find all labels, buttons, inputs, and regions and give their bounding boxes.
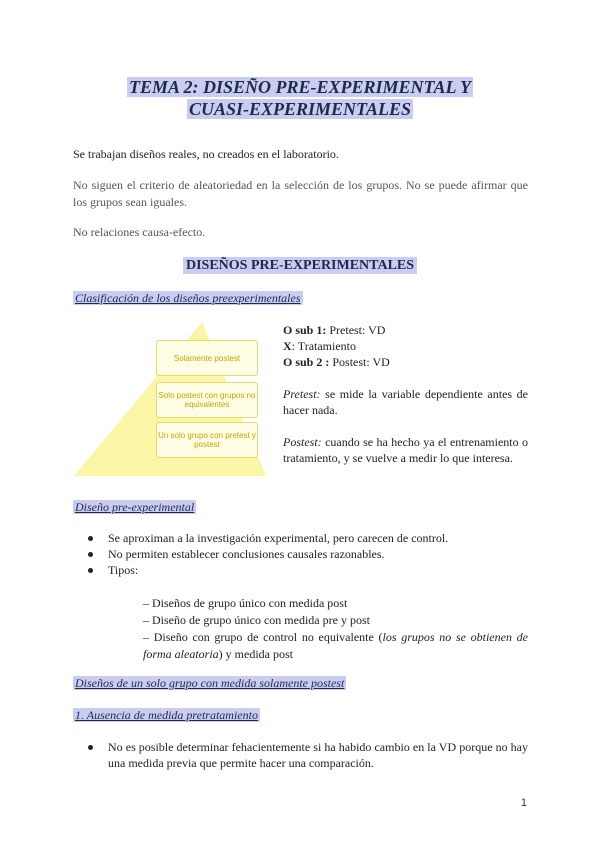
pyramid-level-2: Solo postest con grupos no equivalentes xyxy=(156,382,258,418)
type-item-1: – Diseños de grupo único con medida post xyxy=(143,596,348,610)
intro-paragraph-2: No siguen el criterio de aleatoriedad en la selección de los grupos. No se puede afirmar que los grupos sean iguales. xyxy=(73,178,528,209)
legend-o2: O sub 2 : Postest: VD xyxy=(283,355,390,369)
title-line-2: CUASI-EXPERIMENTALES xyxy=(188,99,412,119)
classification-heading-text: Clasificación de los diseños preexperimentales xyxy=(75,291,301,305)
intro-paragraph-1: Se trabajan diseños reales, no creados en el laboratorio. xyxy=(73,147,339,161)
page-number: 1 xyxy=(520,797,527,809)
postest-definition: Postest: cuando se ha hecho ya el entrenamiento o tratamiento, y se vuelve a medir lo que interesa. xyxy=(283,435,529,465)
single-group-subheading-text: 1. Ausencia de medida pretratamiento xyxy=(75,708,258,722)
single-group-subheading xyxy=(73,708,260,723)
page-title xyxy=(0,76,600,120)
design-heading xyxy=(73,500,196,515)
pyramid-level-3: Un solo grupo con pretest y postest xyxy=(156,422,258,458)
design-legend xyxy=(283,322,528,370)
intro-paragraph-3: No relaciones causa-efecto. xyxy=(73,225,206,239)
bullet-icon xyxy=(88,552,93,557)
section-heading-text: DISEÑOS PRE-EXPERIMENTALES xyxy=(183,257,417,274)
section-heading xyxy=(0,258,600,274)
type-item-3: – Diseño con grupo de control no equivalente (los grupos no se obtienen de forma aleatoria) y medida post xyxy=(143,630,528,661)
design-types xyxy=(143,595,528,663)
pyramid-level-1: Solamente postest xyxy=(156,340,258,376)
title-line-1: TEMA 2: DISEÑO PRE-EXPERIMENTAL Y xyxy=(128,77,472,97)
single-group-heading xyxy=(73,676,346,691)
bullet-icon xyxy=(88,568,93,573)
bullet-icon xyxy=(88,745,93,750)
legend-o1: O sub 1: Pretest: VD xyxy=(283,323,386,337)
legend-x: X: Tratamiento xyxy=(283,339,357,353)
pretest-definition: Pretest: se mide la variable dependiente antes de hacer nada. xyxy=(283,387,529,417)
single-group-heading-text: Diseños de un solo grupo con medida solamente postest xyxy=(75,676,345,690)
single-group-bullet-list: No es posible determinar fehacientemente si ha habido cambio en la VD porque no hay una medida previa que permite hacer una comparación. xyxy=(88,739,528,773)
design-heading-text: Diseño pre-experimental xyxy=(75,500,195,514)
bullet-icon xyxy=(88,536,93,541)
type-item-2: – Diseño de grupo único con medida pre y post xyxy=(143,613,370,627)
classification-heading xyxy=(73,291,303,306)
design-bullet-list: Se aproximan a la investigación experimental, pero carecen de control. No permiten establecer conclusiones causales razonables. Tipos: xyxy=(88,530,528,590)
